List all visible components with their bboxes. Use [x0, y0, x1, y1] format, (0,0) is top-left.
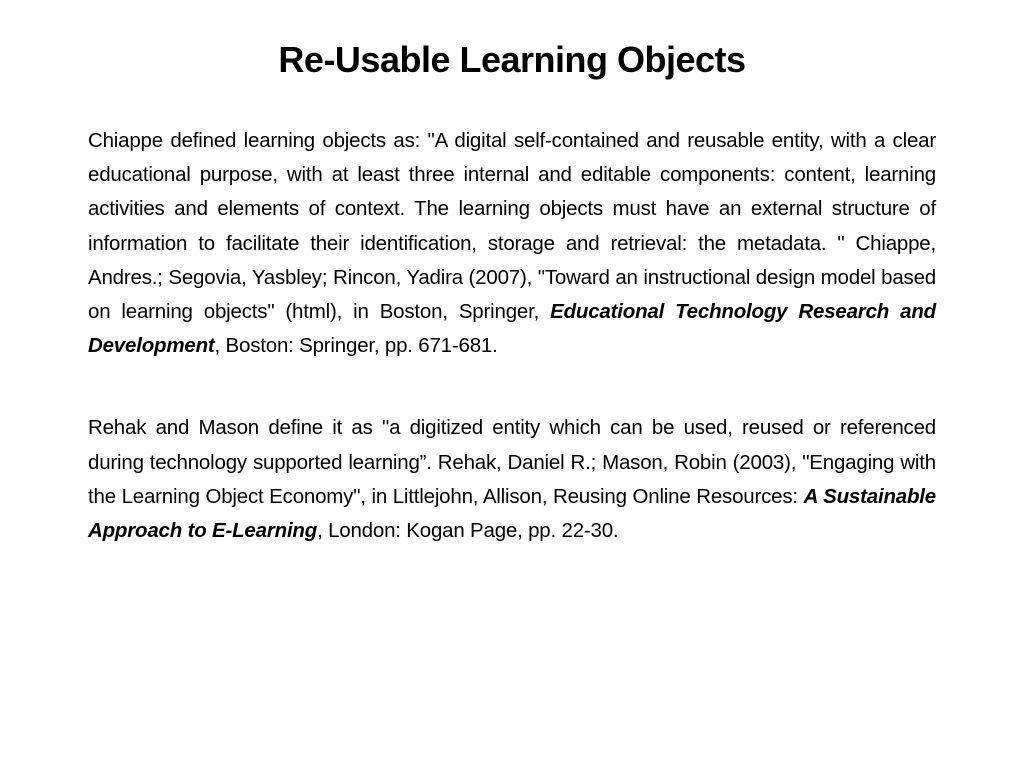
slide-body [88, 124, 936, 548]
paragraph-rehak-mason-definition [88, 411, 936, 548]
citation-tail: , London: Kogan Page, pp. 22-30. [317, 519, 619, 543]
slide-title: Re-Usable Learning Objects [278, 39, 746, 80]
book-title: A Sustainable Approach to E-Learning [88, 484, 936, 543]
paragraph-text: Rehak and Mason define it as "a digitized entity which can be used, reused or referenced during technology supported learning”. Rehak, Daniel R.; Mason, Robin (2003), "Engaging with the Learning Object Economy", in Littlejohn, Allison, Reusing Online Resources: [88, 416, 936, 508]
journal-title: Educational Technology Research and Development [88, 300, 936, 358]
citation-tail: , Boston: Springer, pp. 671-681. [214, 334, 498, 358]
paragraph-text: Chiappe defined learning objects as: "A digital self-contained and reusable entity, with a clear educational purpose, with at least three internal and editable components: content, learning activities and elements of context. The learning objects must have an external structure of information to facilitate their identification, storage and retrieval: the metadata. " Chiappe, Andres.; Segovia, Yasbley; Rincon, Yadira (2007), "Toward an instructional design model based on learning objects" (html), in Boston, Springer, [88, 129, 936, 324]
paragraph-chiappe-definition [88, 124, 936, 363]
